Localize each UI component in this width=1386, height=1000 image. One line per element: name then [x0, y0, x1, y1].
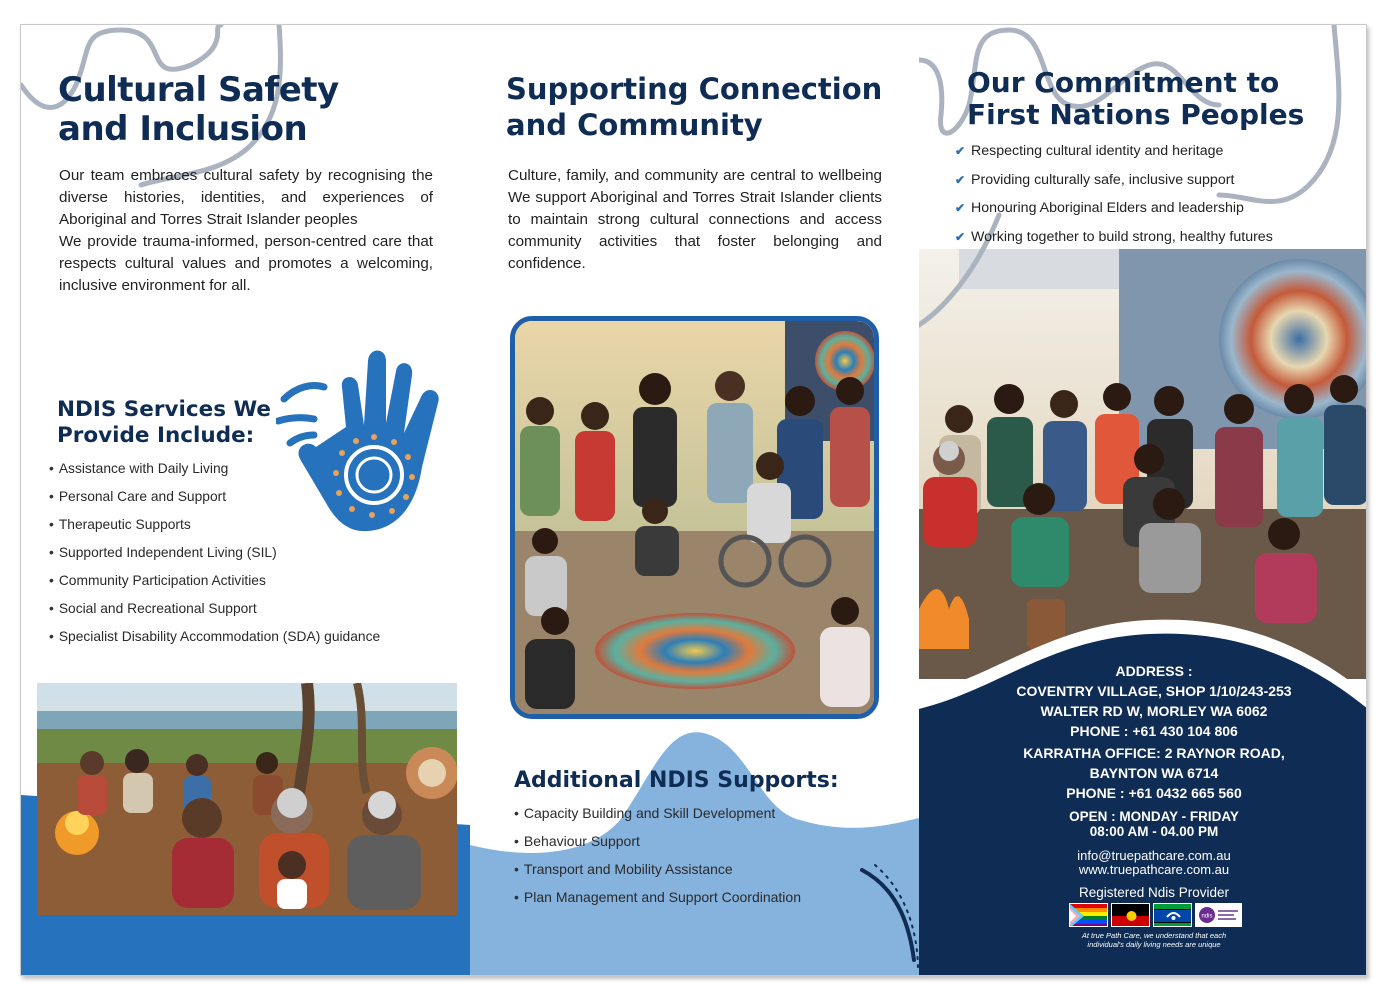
services-heading: [57, 397, 271, 449]
list-item: • Specialist Disability Accommodation (SDA) guidance: [49, 623, 380, 651]
title-line-2: and Inclusion: [58, 109, 308, 149]
commitment-text: Working together to build strong, healthy futures: [971, 228, 1273, 245]
list-item: • Transport and Mobility Assistance: [514, 855, 801, 883]
community-paragraph: Culture, family, and community are central to wellbeing We support Aboriginal and Torres Strait Islander clients to maintain strong cultural connections and access community activities that foster belonging and confidence.: [508, 167, 882, 272]
title-line-2: and Community: [506, 108, 763, 142]
services-heading-line-2: Provide Include:: [57, 423, 255, 448]
brochure-sheet: [20, 24, 1367, 976]
commitments-list: [955, 137, 1273, 251]
list-item: • Social and Recreational Support: [49, 595, 380, 623]
list-item: • Therapeutic Supports: [49, 511, 380, 539]
list-item: • Behaviour Support: [514, 827, 801, 855]
progress-pride-flag-icon: [1069, 903, 1108, 927]
list-item: [955, 194, 1273, 223]
phone-2[interactable]: PHONE : +61 0432 665 560: [1066, 785, 1242, 801]
tagline: [1049, 931, 1259, 949]
karratha-office-block: [919, 743, 1367, 803]
phone-1[interactable]: PHONE : +61 430 104 806: [1070, 723, 1238, 739]
list-item: [955, 166, 1273, 195]
address-label: ADDRESS :: [1115, 663, 1193, 679]
panel-commitment-contact: [919, 25, 1367, 976]
section-title: [967, 67, 1304, 131]
commitment-text: Providing culturally safe, inclusive support: [971, 171, 1235, 188]
panel-connection-community: [470, 25, 919, 976]
hours-times: 08:00 AM - 04.00 PM: [1089, 824, 1219, 839]
section-title: [506, 71, 882, 143]
ndis-badge-text: ndis: [1201, 913, 1213, 920]
commitment-text: Respecting cultural identity and heritage: [971, 143, 1224, 159]
elders-campfire-photo: [37, 683, 457, 915]
email-link[interactable]: info@truepathcare.com.au: [1077, 848, 1231, 863]
panel-cultural-safety: [21, 25, 470, 976]
address-line-1: COVENTRY VILLAGE, SHOP 1/10/243-253: [1016, 683, 1292, 699]
web-contacts: [919, 849, 1367, 876]
commitment-text: Honouring Aboriginal Elders and leadership: [971, 200, 1244, 216]
title-line-1: Our Commitment to: [967, 66, 1280, 99]
additional-supports-list: [514, 799, 801, 911]
list-item: • Capacity Building and Skill Development: [514, 799, 801, 827]
ndis-registered-badge: [1195, 903, 1242, 927]
karratha-line-2: BAYNTON WA 6714: [1089, 765, 1219, 781]
registered-provider-label: Registered Ndis Provider: [1078, 885, 1230, 900]
intro-paragraph-1: Our team embraces cultural safety by recognising the diverse histories, identities, and experiences of Aboriginal and Torres Strait Islander peoples: [59, 167, 433, 228]
list-item: [955, 137, 1273, 166]
check-icon: ✔: [955, 201, 966, 215]
list-item: • Personal Care and Support: [49, 483, 380, 511]
karratha-line-1: KARRATHA OFFICE: 2 RAYNOR ROAD,: [1023, 745, 1285, 761]
website-link[interactable]: www.truepathcare.com.au: [1078, 861, 1230, 877]
list-item: • Community Participation Activities: [49, 567, 380, 595]
check-icon: ✔: [955, 172, 966, 187]
hours-days: OPEN : MONDAY - FRIDAY: [1069, 809, 1239, 824]
intro-text: [59, 165, 433, 297]
opening-hours: [919, 809, 1367, 839]
torres-strait-flag-icon: [1153, 903, 1192, 927]
list-item: • Supported Independent Living (SIL): [49, 539, 380, 567]
list-item: • Assistance with Daily Living: [49, 455, 380, 483]
community-circle-photo: [510, 316, 879, 719]
page-title: [58, 71, 339, 149]
check-icon: ✔: [955, 144, 966, 158]
intro-paragraph-2: We provide trauma-informed, person-centred care that respects cultural values and promotes a welcoming, inclusive environment for all.: [59, 233, 433, 294]
aboriginal-flag-icon: [1111, 903, 1150, 927]
address-block: [919, 661, 1367, 741]
title-line-2: First Nations Peoples: [967, 98, 1305, 131]
title-line-1: Cultural Safety: [58, 70, 339, 110]
services-list: [49, 455, 380, 651]
additional-supports-heading: Additional NDIS Supports:: [514, 768, 839, 793]
services-heading-line-1: NDIS Services We: [57, 397, 272, 422]
address-line-2: WALTER RD W, MORLEY WA 6062: [1040, 703, 1268, 719]
title-line-1: Supporting Connection: [506, 72, 883, 106]
tagline-line-1: At true Path Care, we understand that each: [1081, 931, 1227, 940]
tagline-line-2: individual's daily living needs are unique: [1087, 940, 1221, 949]
check-icon: ✔: [955, 229, 966, 244]
flags-row: [1069, 903, 1242, 927]
list-item: • Plan Management and Support Coordination: [514, 883, 801, 911]
list-item: [955, 223, 1273, 252]
